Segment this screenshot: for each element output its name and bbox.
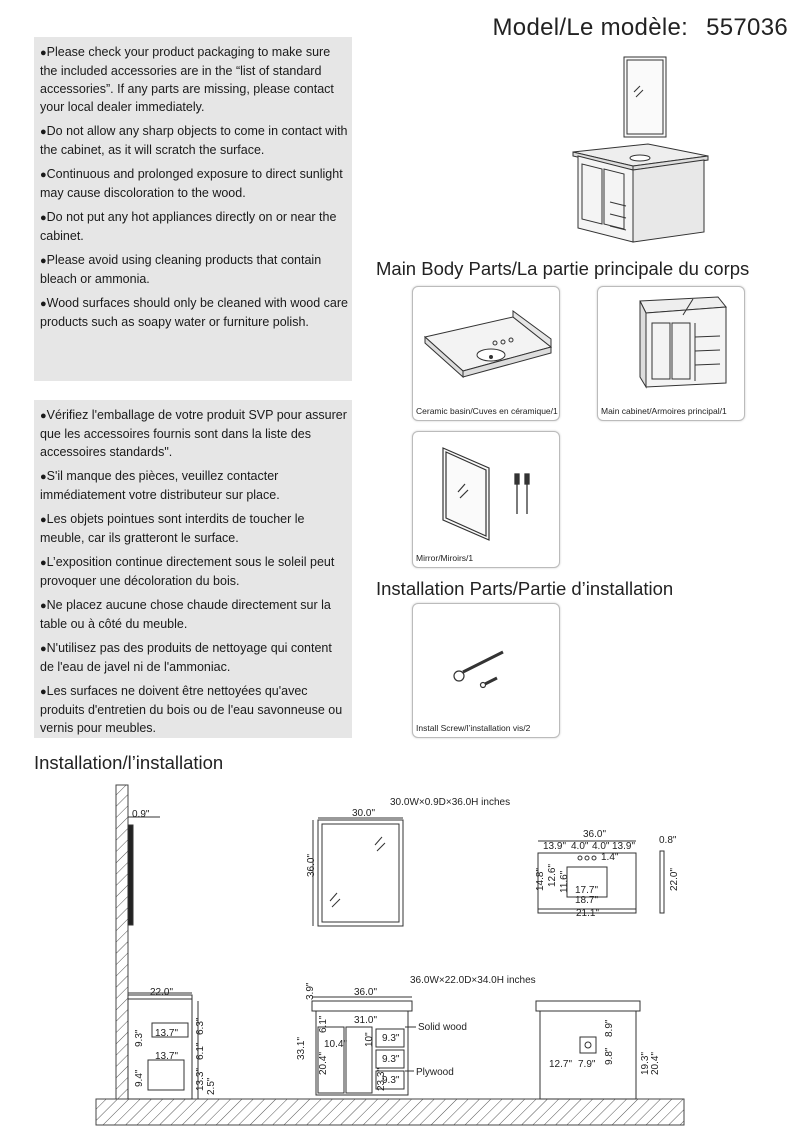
dim-side-2-5: 2.5" (206, 1077, 217, 1095)
main-cabinet-icon (598, 287, 744, 397)
note-item: ● Do not allow any sharp objects to come in contact with the cabinet, as it will scratch the surface. (40, 122, 348, 159)
dim-front-3-9: 3.9" (305, 982, 316, 1000)
note-item: ● S'il manque des pièces, veuillez contacter immédiatement votre distributeur sur place. (40, 467, 348, 504)
dim-top-17-7: 17.7" (575, 885, 599, 896)
dim-front-6-1: 6.1" (318, 1015, 329, 1033)
model-label: Model/Le modèle: (492, 14, 689, 41)
cabinet-back-top (536, 1001, 640, 1011)
installation-dimension-drawings (0, 775, 808, 1130)
model-number: 557036 (706, 14, 788, 41)
dim-mirror-spec: 30.0W×0.9D×36.0H inches (390, 797, 511, 808)
dim-front-23-3: 23.3" (376, 1067, 387, 1091)
dim-side-9-4: 9.4" (134, 1069, 145, 1087)
wall-hatch (116, 785, 128, 1099)
installation-parts-heading: Installation Parts/Partie d’installation (376, 578, 674, 599)
dim-back-20-4: 20.4" (650, 1051, 661, 1075)
dim-side-6-3: 6.3" (195, 1017, 206, 1035)
dim-back-9-8: 9.8" (604, 1047, 615, 1065)
note-item: ● Les surfaces ne doivent être nettoyées qu'avec produits d'entretien du bois ou de l'eau savonneuse ou vernis pour meubles. (40, 682, 348, 737)
dim-front-36-0: 36.0" (354, 987, 378, 998)
dim-cabinet-spec: 36.0W×22.0D×34.0H inches (410, 975, 536, 986)
mirror-icon (413, 432, 559, 547)
note-item: ● L’exposition continue directement sous le soleil peut provoquer une décoloration du bois. (40, 553, 348, 590)
dim-top-21-1: 21.1" (576, 908, 600, 919)
install-screw-icon (413, 604, 559, 714)
dim-top-13-9-right: 13.9" (612, 841, 636, 852)
note-item: ● Continuous and prolonged exposure to direct sunlight may cause discoloration to the wood. (40, 165, 348, 202)
care-notes-french (34, 400, 352, 738)
model-title (493, 14, 788, 42)
label-plywood: Plywood (416, 1067, 454, 1078)
note-item: ● Please check your product packaging to make sure the included accessories are in the “list of standard accessories”. If any parts are missing, please contact your local dealer immediately. (40, 43, 348, 116)
cabinet-caption: Main cabinet/Armoires principal/1 (601, 406, 727, 416)
dim-front-9-3-c: 9.3" (382, 1075, 400, 1086)
dim-top-13-9-left: 13.9" (543, 841, 567, 852)
dim-top-depth: 22.0" (669, 867, 680, 891)
dim-mirror-width: 30.0" (352, 808, 376, 819)
dim-back-8-9: 8.9" (604, 1019, 615, 1037)
dim-side-depth: 22.0" (150, 987, 174, 998)
dim-mirror-height: 36.0" (306, 853, 317, 877)
dim-top-1-4: 1.4" (601, 852, 619, 863)
floor-hatch (96, 1099, 684, 1125)
dim-side-13-7-a: 13.7" (155, 1028, 179, 1039)
dim-side-13-7-b: 13.7" (155, 1051, 179, 1062)
mirror-caption: Mirror/Miroirs/1 (416, 553, 474, 563)
dim-back-12-7: 12.7" (549, 1059, 573, 1070)
dim-top-4-0-b: 4.0" (592, 841, 610, 852)
note-item: ● N'utilisez pas des produits de nettoyage qui content de l'eau de javel ni de l'ammoniac. (40, 639, 348, 676)
dim-front-33-1: 33.1" (296, 1036, 307, 1060)
part-card-basin (412, 286, 560, 421)
cabinet-front-top (312, 1001, 412, 1011)
mirror-front-shape (318, 820, 403, 926)
dim-back-7-9: 7.9" (578, 1059, 596, 1070)
screw-caption: Install Screw/l’installation vis/2 (416, 723, 531, 733)
note-item: ● Vérifiez l'emballage de votre produit SVP pour assurer que les accessoires fournis sont dans la liste des accessoires standards". (40, 406, 348, 461)
dim-side-9-3: 9.3" (134, 1029, 145, 1047)
dim-side-13-3: 13.3" (195, 1067, 206, 1091)
dim-top-4-0-a: 4.0" (571, 841, 589, 852)
care-notes-english (34, 37, 352, 381)
dim-front-10: 10" (364, 1032, 375, 1047)
ceramic-basin-icon (413, 287, 559, 397)
part-card-cabinet (597, 286, 745, 421)
note-item: ● Do not put any hot appliances directly on or near the cabinet. (40, 208, 348, 245)
part-card-screw (412, 603, 560, 738)
note-item: ● Please avoid using cleaning products that contain bleach or ammonia. (40, 251, 348, 288)
dim-top-12-6: 12.6" (547, 863, 558, 887)
part-card-mirror (412, 431, 560, 568)
vanity-product-illustration (568, 52, 778, 252)
dim-top-thickness: 0.8" (659, 835, 677, 846)
dim-front-20-4: 20.4" (318, 1051, 329, 1075)
main-body-parts-heading: Main Body Parts/La partie principale du corps (376, 258, 750, 279)
basin-caption: Ceramic basin/Cuves en céramique/1 (416, 406, 558, 416)
dim-front-9-3-b: 9.3" (382, 1054, 400, 1065)
dim-side-6-1: 6.1" (195, 1042, 206, 1060)
dim-top-11-6: 11.6" (559, 870, 570, 893)
dim-top-14-8: 14.8" (535, 867, 546, 891)
note-item: ● Les objets pointues sont interdits de toucher le meuble, car ils gratteront le surface. (40, 510, 348, 547)
dim-front-10-4: 10.4" (324, 1039, 348, 1050)
note-item: ● Wood surfaces should only be cleaned with wood care products such as soapy water or furniture polish. (40, 294, 348, 331)
dim-back-19-3: 19.3" (640, 1051, 651, 1075)
dim-mirror-depth: 0.9" (132, 809, 150, 820)
dim-top-18-7: 18.7" (575, 895, 599, 906)
note-item: ● Ne placez aucune chose chaude directement sur la table ou à côté du meuble. (40, 596, 348, 633)
side-mirror-shape (128, 825, 133, 925)
label-solid-wood: Solid wood (418, 1022, 467, 1033)
installation-heading: Installation/l’installation (34, 752, 224, 773)
dim-front-9-3-a: 9.3" (382, 1033, 400, 1044)
cabinet-back-body (540, 1011, 636, 1099)
dim-front-31-0: 31.0" (354, 1015, 378, 1026)
dim-top-width: 36.0" (583, 829, 607, 840)
